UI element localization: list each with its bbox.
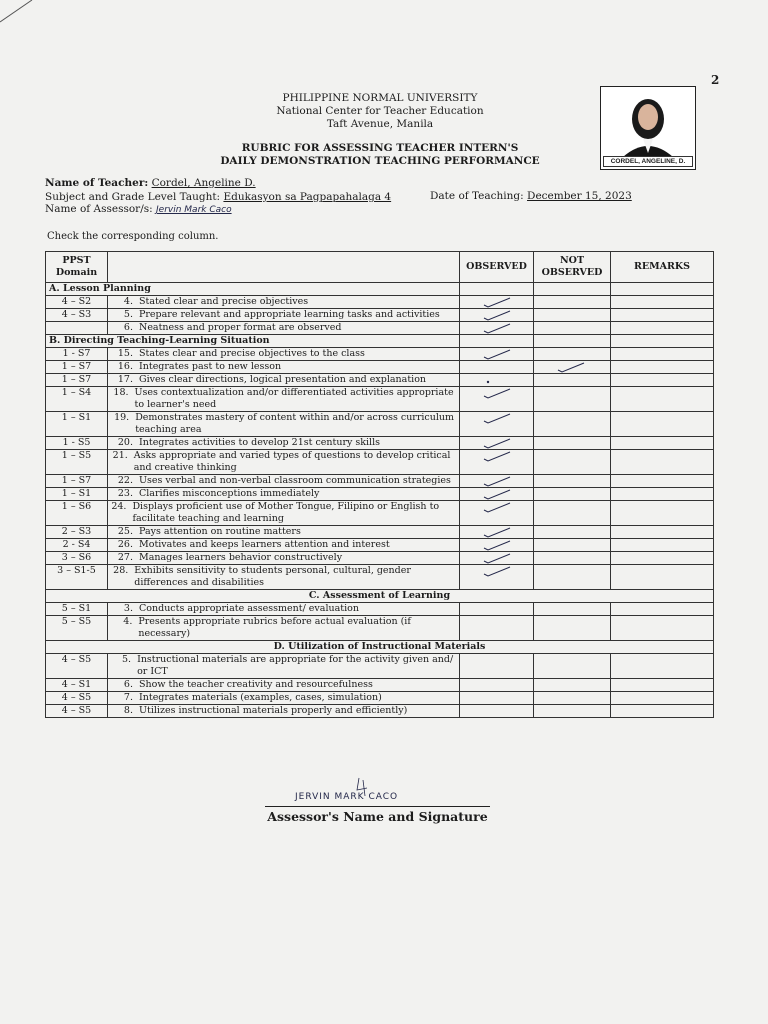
criterion-text: Asks appropriate and varied types of questions to develop critical and creative thinking <box>133 450 451 473</box>
teacher-photo <box>600 86 696 170</box>
teacher-value: Cordel, Angeline D. <box>151 177 256 189</box>
domain-code: 1 – S7 <box>46 361 108 374</box>
criterion-cell <box>108 705 460 718</box>
not-observed-cell <box>534 705 611 718</box>
domain-code: 1 – S5 <box>46 450 108 475</box>
not-observed-cell <box>534 603 611 616</box>
observed-cell <box>460 501 534 526</box>
remarks-cell <box>611 437 714 450</box>
domain-code: 2 – S3 <box>46 526 108 539</box>
check-mark <box>482 565 512 577</box>
criterion-cell <box>108 475 460 488</box>
remarks-cell <box>611 387 714 412</box>
domain-code: 3 – S1-5 <box>46 565 108 590</box>
criterion-cell <box>108 526 460 539</box>
criterion-number: 20. <box>117 437 133 448</box>
domain-code: 1 - S7 <box>46 348 108 361</box>
assessor-label: Name of Assessor/s: <box>45 203 153 215</box>
criterion-cell <box>108 692 460 705</box>
remarks-cell <box>611 322 714 335</box>
observed-cell <box>460 450 534 475</box>
domain-code: 5 – S1 <box>46 603 108 616</box>
table-row <box>46 437 714 450</box>
criterion-text: Integrates activities to develop 21st century skills <box>139 437 381 448</box>
observed-cell <box>460 692 534 705</box>
criterion-number: 3. <box>123 603 133 614</box>
criterion-text: Motivates and keeps learners attention and interest <box>139 539 390 550</box>
observed-cell <box>460 475 534 488</box>
table-row <box>46 361 714 374</box>
section-row-a <box>46 283 714 296</box>
remarks-cell <box>611 412 714 437</box>
observed-cell <box>460 603 534 616</box>
check-mark <box>482 475 512 487</box>
assessor-line <box>45 203 232 215</box>
domain-code: 5 – S5 <box>46 616 108 641</box>
criterion-number: 7. <box>123 692 133 703</box>
subject-line <box>45 191 391 203</box>
criterion-text: Stated clear and precise objectives <box>139 296 309 307</box>
table-row <box>46 412 714 437</box>
teacher-label: Name of Teacher: <box>45 177 149 189</box>
criterion-number: 19. <box>114 412 130 423</box>
check-mark <box>482 488 512 500</box>
remarks-cell <box>611 603 714 616</box>
observed-cell <box>460 437 534 450</box>
table-row <box>46 501 714 526</box>
criterion-text: Instructional materials are appropriate for the activity given and/ or ICT <box>137 654 454 677</box>
not-observed-cell <box>534 387 611 412</box>
remarks-cell <box>611 374 714 387</box>
rubric-table <box>45 251 714 718</box>
not-observed-cell <box>534 437 611 450</box>
section-title: A. Lesson Planning <box>46 283 460 296</box>
criterion-text: Displays proficient use of Mother Tongue, Filipino or English to facilitate teaching and learning <box>132 501 440 524</box>
criterion-cell <box>108 296 460 309</box>
criterion-text: Presents appropriate rubrics before actual evaluation (if necessary) <box>138 616 411 639</box>
table-row <box>46 603 714 616</box>
not-observed-cell <box>534 374 611 387</box>
domain-code: 4 – S5 <box>46 692 108 705</box>
criterion-cell <box>108 488 460 501</box>
domain-code <box>46 322 108 335</box>
criterion-cell <box>108 322 460 335</box>
observed-cell <box>460 296 534 309</box>
domain-code: 1 – S1 <box>46 412 108 437</box>
observed-cell <box>460 526 534 539</box>
criterion-text: Exhibits sensitivity to students personal, cultural, gender differences and disabilities <box>134 565 411 588</box>
teacher-name-line <box>45 177 256 189</box>
criterion-text: Demonstrates mastery of content within and/or across curriculum teaching area <box>135 412 455 435</box>
table-row <box>46 374 714 387</box>
table-row <box>46 296 714 309</box>
domain-code: 4 – S3 <box>46 309 108 322</box>
title-line-2: DAILY DEMONSTRATION TEACHING PERFORMANCE <box>220 155 540 167</box>
domain-code: 4 – S5 <box>46 654 108 679</box>
observed-cell <box>460 705 534 718</box>
domain-code: 1 – S6 <box>46 501 108 526</box>
not-observed-cell <box>534 552 611 565</box>
criterion-number: 28. <box>113 565 129 576</box>
check-dot <box>482 374 512 386</box>
criterion-number: 26. <box>117 539 133 550</box>
check-mark <box>482 309 512 321</box>
criterion-cell <box>108 309 460 322</box>
date-value: December 15, 2023 <box>527 190 632 202</box>
table-row <box>46 654 714 679</box>
criterion-number: 5. <box>123 309 133 320</box>
remarks-cell <box>611 526 714 539</box>
table-row <box>46 387 714 412</box>
domain-code: 4 – S1 <box>46 679 108 692</box>
not-observed-cell <box>534 296 611 309</box>
criterion-number: 24. <box>111 501 127 512</box>
photo-caption: CORDEL, ANGELINE, D. <box>603 156 693 167</box>
assessor-signature-block <box>265 790 490 824</box>
check-mark <box>482 539 512 551</box>
not-observed-cell <box>534 309 611 322</box>
criterion-cell <box>108 565 460 590</box>
check-mark <box>482 501 512 513</box>
remarks-cell <box>611 616 714 641</box>
check-mark <box>482 450 512 462</box>
table-row <box>46 616 714 641</box>
table-row <box>46 539 714 552</box>
criterion-text: States clear and precise objectives to the class <box>139 348 365 359</box>
scan-edge-line <box>0 0 60 40</box>
observed-cell <box>460 679 534 692</box>
header-not-observed: NOT OBSERVED <box>534 252 611 283</box>
observed-cell <box>460 374 534 387</box>
not-observed-cell <box>534 488 611 501</box>
remarks-cell <box>611 552 714 565</box>
criterion-cell <box>108 437 460 450</box>
table-row <box>46 692 714 705</box>
header-observed: OBSERVED <box>460 252 534 283</box>
observed-cell <box>460 348 534 361</box>
criterion-number: 8. <box>123 705 133 716</box>
not-observed-cell <box>534 322 611 335</box>
criterion-cell <box>108 361 460 374</box>
domain-code: 4 – S2 <box>46 296 108 309</box>
not-observed-cell <box>534 475 611 488</box>
observed-cell <box>460 654 534 679</box>
criterion-number: 6. <box>123 322 133 333</box>
criterion-text: Uses verbal and non-verbal classroom communication strategies <box>139 475 451 486</box>
check-mark <box>482 552 512 564</box>
check-mark <box>482 296 512 308</box>
criterion-number: 16. <box>117 361 133 372</box>
not-observed-cell <box>534 616 611 641</box>
address: Taft Avenue, Manila <box>326 118 434 130</box>
criterion-cell <box>108 552 460 565</box>
title-line-1: RUBRIC FOR ASSESSING TEACHER INTERN'S <box>241 142 519 154</box>
remarks-cell <box>611 539 714 552</box>
observed-cell <box>460 565 534 590</box>
date-line <box>430 190 632 202</box>
domain-code: 1 – S7 <box>46 374 108 387</box>
criterion-text: Conducts appropriate assessment/ evaluation <box>139 603 359 614</box>
remarks-cell <box>611 565 714 590</box>
check-mark <box>482 348 512 360</box>
criterion-text: Gives clear directions, logical presentation and explanation <box>139 374 427 385</box>
domain-code: 1 – S7 <box>46 475 108 488</box>
criterion-cell <box>108 539 460 552</box>
criterion-number: 15. <box>117 348 133 359</box>
criterion-number: 21. <box>112 450 128 461</box>
table-row <box>46 475 714 488</box>
domain-code: 1 – S1 <box>46 488 108 501</box>
instruction-text: Check the corresponding column. <box>47 231 219 242</box>
not-observed-cell <box>534 526 611 539</box>
criterion-cell <box>108 348 460 361</box>
check-mark <box>482 437 512 449</box>
observed-cell <box>460 387 534 412</box>
criterion-number: 27. <box>117 552 133 563</box>
remarks-cell <box>611 679 714 692</box>
section-row-d <box>46 641 714 654</box>
not-observed-cell <box>534 450 611 475</box>
document-title <box>180 142 580 168</box>
domain-code: 1 – S4 <box>46 387 108 412</box>
criterion-cell <box>108 412 460 437</box>
domain-code: 4 – S5 <box>46 705 108 718</box>
criterion-text: Show the teacher creativity and resourcefulness <box>139 679 373 690</box>
remarks-cell <box>611 475 714 488</box>
remarks-cell <box>611 450 714 475</box>
not-observed-cell <box>534 654 611 679</box>
observed-cell <box>460 552 534 565</box>
observed-cell <box>460 539 534 552</box>
not-observed-cell <box>534 565 611 590</box>
remarks-cell <box>611 296 714 309</box>
table-row <box>46 526 714 539</box>
section-title: D. Utilization of Instructional Materials <box>46 641 714 654</box>
observed-cell <box>460 322 534 335</box>
check-mark <box>482 322 512 334</box>
signature-line <box>265 790 490 807</box>
criterion-text: Manages learners behavior constructively <box>139 552 343 563</box>
not-observed-cell <box>534 692 611 705</box>
criterion-text: Utilizes instructional materials properly and efficiently) <box>139 705 408 716</box>
not-observed-cell <box>534 539 611 552</box>
criterion-number: 17. <box>117 374 133 385</box>
section-title: B. Directing Teaching-Learning Situation <box>46 335 460 348</box>
remarks-cell <box>611 692 714 705</box>
observed-cell <box>460 412 534 437</box>
domain-code: 2 - S4 <box>46 539 108 552</box>
criterion-cell <box>108 387 460 412</box>
remarks-cell <box>611 348 714 361</box>
not-observed-cell <box>534 361 611 374</box>
observed-cell <box>460 488 534 501</box>
table-row <box>46 450 714 475</box>
criterion-number: 5. <box>121 654 132 665</box>
signature-caption: Assessor's Name and Signature <box>267 809 488 824</box>
criterion-text: Uses contextualization and/or differentiated activities appropriate to learner's need <box>134 387 454 410</box>
criterion-cell <box>108 654 460 679</box>
domain-code: 1 - S5 <box>46 437 108 450</box>
criterion-text: Integrates past to new lesson <box>139 361 282 372</box>
not-observed-cell <box>534 501 611 526</box>
subject-value: Edukasyon sa Pagpapahalaga 4 <box>223 191 392 203</box>
criterion-cell <box>108 679 460 692</box>
observed-cell <box>460 309 534 322</box>
criterion-text: Pays attention on routine matters <box>139 526 301 537</box>
table-header-row <box>46 252 714 283</box>
table-row <box>46 322 714 335</box>
remarks-cell <box>611 705 714 718</box>
section-row-c <box>46 590 714 603</box>
table-row <box>46 488 714 501</box>
date-label: Date of Teaching: <box>430 190 524 202</box>
domain-code: 3 – S6 <box>46 552 108 565</box>
criterion-text: Prepare relevant and appropriate learning tasks and activities <box>139 309 440 320</box>
observed-cell <box>460 361 534 374</box>
criterion-number: 22. <box>117 475 133 486</box>
criterion-number: 23. <box>117 488 133 499</box>
remarks-cell <box>611 361 714 374</box>
section-title: C. Assessment of Learning <box>46 590 714 603</box>
table-row <box>46 679 714 692</box>
table-row <box>46 552 714 565</box>
criterion-cell <box>108 603 460 616</box>
remarks-cell <box>611 654 714 679</box>
document-header <box>180 92 580 131</box>
remarks-cell <box>611 309 714 322</box>
criterion-text: Integrates materials (examples, cases, simulation) <box>139 692 382 703</box>
not-observed-cell <box>534 348 611 361</box>
signature-scribble <box>353 776 373 800</box>
criterion-text: Neatness and proper format are observed <box>139 322 342 333</box>
center-name: National Center for Teacher Education <box>276 105 484 117</box>
header-remarks: REMARKS <box>611 252 714 283</box>
assessor-value: Jervin Mark Caco <box>156 205 232 215</box>
remarks-cell <box>611 488 714 501</box>
header-domain: PPST Domain <box>46 252 108 283</box>
table-row <box>46 705 714 718</box>
criterion-number: 25. <box>117 526 133 537</box>
table-row <box>46 348 714 361</box>
page-number: 2 <box>711 73 720 87</box>
criterion-number: 6. <box>123 679 133 690</box>
check-mark <box>482 387 512 399</box>
check-mark <box>482 412 512 424</box>
observed-cell <box>460 616 534 641</box>
subject-label: Subject and Grade Level Taught: <box>45 191 221 203</box>
table-row <box>46 309 714 322</box>
check-mark <box>482 526 512 538</box>
criterion-cell <box>108 374 460 387</box>
not-observed-cell <box>534 412 611 437</box>
criterion-text: Clarifies misconceptions immediately <box>139 488 320 499</box>
criterion-number: 4. <box>123 616 133 627</box>
criterion-number: 18. <box>113 387 129 398</box>
criterion-number: 4. <box>123 296 133 307</box>
table-row <box>46 565 714 590</box>
section-row-b <box>46 335 714 348</box>
check-mark <box>556 361 586 373</box>
signature-name: JERVIN MARK CACO <box>295 792 399 802</box>
remarks-cell <box>611 501 714 526</box>
university-name: PHILIPPINE NORMAL UNIVERSITY <box>282 92 478 104</box>
criterion-cell <box>108 616 460 641</box>
criterion-cell <box>108 501 460 526</box>
not-observed-cell <box>534 679 611 692</box>
criterion-cell <box>108 450 460 475</box>
